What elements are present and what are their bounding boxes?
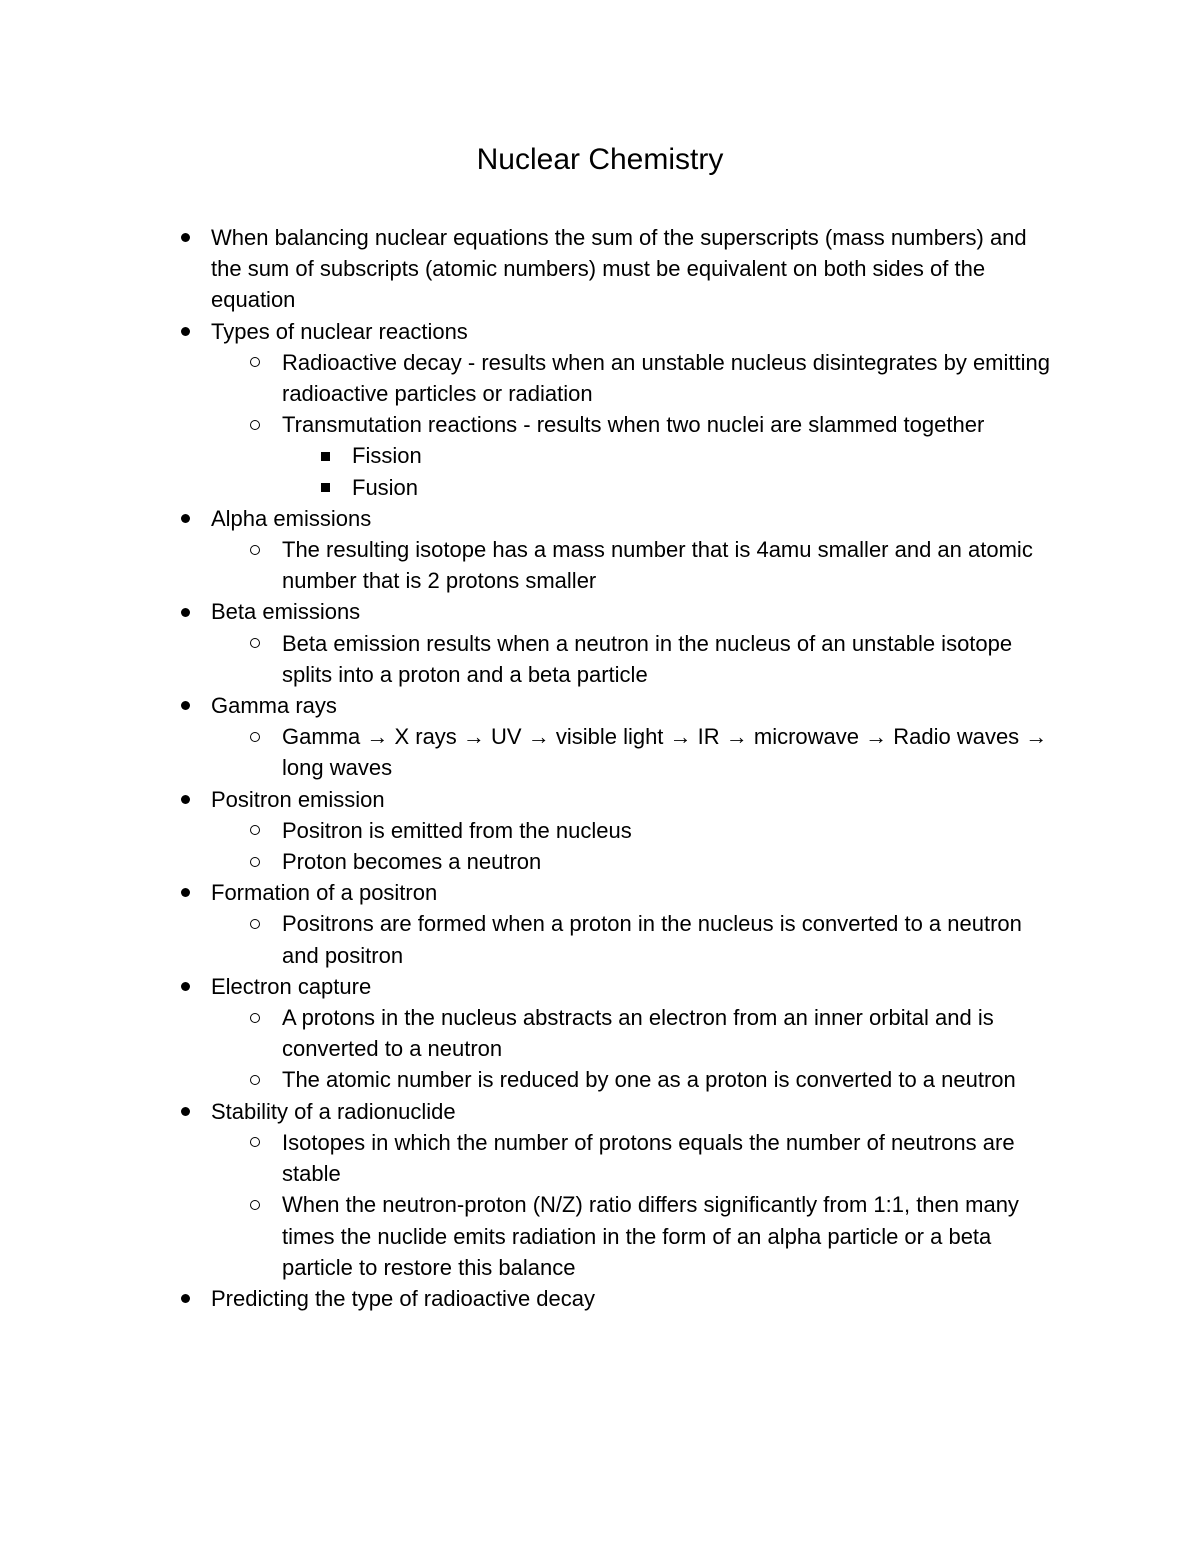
bullet-marker [315,472,335,503]
list-item-text: Fusion [352,474,419,500]
bullet-circle-icon [250,357,260,367]
list-item [0,877,1061,908]
bullet-marker [245,846,265,877]
bullet-marker [245,721,265,752]
bullet-circle-icon [250,919,260,929]
bullet-marker [245,347,265,378]
list-item [0,784,1061,815]
bullet-dot-icon [181,327,190,336]
list-item [0,628,1062,690]
list-item-text: When balancing nuclear equations the sum of the superscripts (mass numbers) and the sum of subscripts (atomic numbers) must be equivalent on both sides of the equation [211,225,1027,313]
list-item-text: The resulting isotope has a mass number that is 4amu smaller and an atomic number that is 2 protons smaller [282,537,1033,594]
bullet-dot-icon [181,795,190,804]
list-item [0,1127,1062,1189]
list-item [0,534,1062,596]
list-item [0,971,1061,1002]
page-title: Nuclear Chemistry [476,143,724,176]
bullet-circle-icon [250,545,260,555]
bullet-marker [245,628,265,659]
list-item [0,1064,1062,1095]
bullet-marker [175,971,195,1002]
bullet-marker [245,1064,265,1095]
list-item [0,409,1062,440]
list-item [0,440,1052,471]
bullet-outline [0,222,1200,1314]
bullet-circle-icon [250,825,260,835]
bullet-marker [245,534,265,565]
bullet-circle-icon [250,1013,260,1023]
list-item-text: Fission [352,443,422,469]
list-item-text: When the neutron-proton (N/Z) ratio differs significantly from 1:1, then many times the nuclide emits radiation in the form of an alpha particle or a beta particle to restore this balance [282,1192,1019,1280]
bullet-square-icon [321,452,330,461]
list-item [0,690,1061,721]
list-item [0,316,1061,347]
bullet-circle-icon [250,1200,260,1210]
list-item [0,1283,1061,1314]
bullet-marker [175,596,195,627]
bullet-marker [175,503,195,534]
list-item-text: Stability of a radionuclide [211,1098,456,1124]
list-item [0,596,1061,627]
bullet-dot-icon [181,888,190,897]
list-item [0,1096,1061,1127]
list-item-text: A protons in the nucleus abstracts an electron from an inner orbital and is converted to a neutron [282,1005,994,1062]
bullet-marker [175,316,195,347]
list-item-text: Predicting the type of radioactive decay [211,1285,596,1311]
list-item [0,908,1062,970]
bullet-marker [175,222,195,253]
list-item-text: Types of nuclear reactions [211,318,468,344]
bullet-dot-icon [181,233,190,242]
list-item [0,815,1062,846]
list-item-text: Formation of a positron [211,880,438,906]
bullet-marker [175,1283,195,1314]
bullet-dot-icon [181,982,190,991]
bullet-circle-icon [250,1137,260,1147]
bullet-dot-icon [181,514,190,523]
bullet-marker [175,784,195,815]
bullet-marker [175,877,195,908]
list-item-text: Proton becomes a neutron [282,849,542,875]
list-item [0,347,1062,409]
list-item [0,503,1061,534]
list-item-text: Gamma → X rays → UV → visible light → IR → microwave → Radio waves → long waves [282,724,1048,781]
list-item-text: Positrons are formed when a proton in the nucleus is converted to a neutron and positron [282,911,1022,968]
bullet-square-icon [321,483,330,492]
bullet-dot-icon [181,701,190,710]
list-item-text: Electron capture [211,973,372,999]
bullet-circle-icon [250,857,260,867]
list-item [0,472,1052,503]
bullet-marker [245,1189,265,1220]
list-item [0,1189,1062,1283]
list-item-text: Beta emission results when a neutron in the nucleus of an unstable isotope splits into a proton and a beta particle [282,630,1013,687]
list-item-text: Beta emissions [211,599,361,625]
bullet-marker [175,1096,195,1127]
list-item-text: The atomic number is reduced by one as a proton is converted to a neutron [282,1067,1016,1093]
list-item [0,1002,1062,1064]
bullet-marker [245,1002,265,1033]
list-item-text: Radioactive decay - results when an unstable nucleus disintegrates by emitting radioactive particles or radiation [282,349,1050,407]
list-item-text: Gamma rays [211,693,337,719]
bullet-circle-icon [250,638,260,648]
bullet-marker [175,690,195,721]
bullet-dot-icon [181,608,190,617]
list-item [0,846,1062,877]
bullet-dot-icon [181,1107,190,1116]
bullet-marker [245,815,265,846]
list-item-text: Positron emission [211,786,385,812]
bullet-circle-icon [250,420,260,430]
list-item [0,721,1062,783]
list-item [0,222,1061,316]
bullet-marker [245,409,265,440]
bullet-circle-icon [250,732,260,742]
bullet-marker [315,440,335,471]
bullet-circle-icon [250,1075,260,1085]
bullet-dot-icon [181,1294,190,1303]
list-item-text: Alpha emissions [211,505,372,531]
bullet-marker [245,1127,265,1158]
list-item-text: Isotopes in which the number of protons equals the number of neutrons are stable [282,1129,1015,1187]
list-item-text: Positron is emitted from the nucleus [282,817,632,843]
list-item-text: Transmutation reactions - results when two nuclei are slammed together [282,412,985,438]
bullet-marker [245,908,265,939]
